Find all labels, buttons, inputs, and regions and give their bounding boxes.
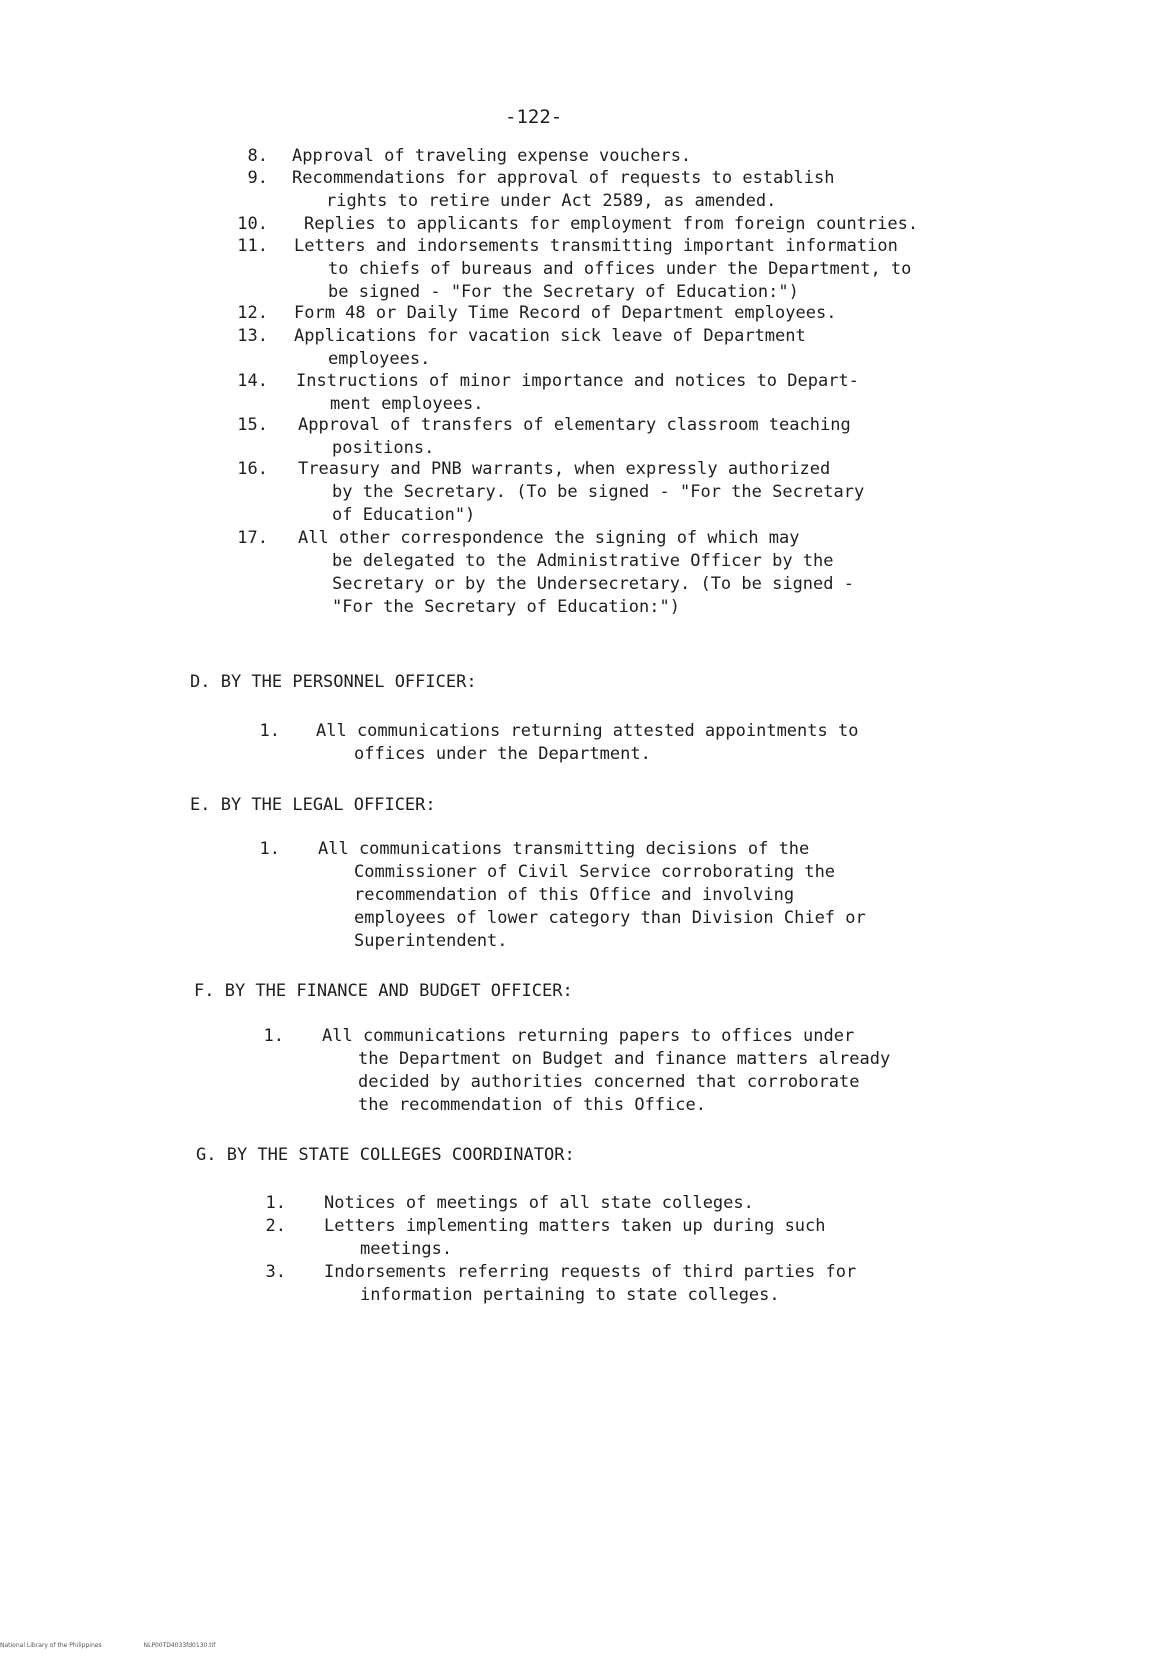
section-heading-d: D. BY THE PERSONNEL OFFICER: [190, 672, 477, 692]
footer-file: NLP00TD4033fd0130.tif [143, 1642, 216, 1649]
item-line: employees. [328, 349, 431, 369]
list-item-16 [237, 458, 865, 527]
item-line: to chiefs of bureaus and offices under the Department, to [328, 259, 912, 279]
item-line: "For the Secretary of Education:") [332, 597, 680, 617]
section-heading-e: E. BY THE LEGAL OFFICER: [190, 795, 436, 815]
item-line: decided by authorities concerned that corroborate [358, 1072, 860, 1092]
item-number: 2. [265, 1216, 286, 1236]
item-number: 12. [237, 303, 268, 323]
item-line: be delegated to the Administrative Officer by the [332, 551, 834, 571]
item-line: All communications returning attested appointments to [316, 721, 859, 741]
item-line: Letters and indorsements transmitting important information [294, 236, 898, 256]
section-d-item-1 [250, 720, 858, 766]
list-item-17 [237, 527, 854, 619]
item-number: 11. [237, 236, 268, 256]
item-line: of Education") [332, 505, 476, 525]
list-item-11 [237, 235, 912, 304]
item-line: Superintendent. [354, 931, 508, 951]
item-line: Notices of meetings of all state colleges. [324, 1193, 754, 1213]
item-number: 13. [237, 326, 268, 346]
list-item-15 [237, 414, 851, 460]
item-line: Secretary or by the Undersecretary. (To be signed - [332, 574, 854, 594]
item-line: the Department on Budget and finance matters already [358, 1049, 891, 1069]
list-item-8 [247, 145, 692, 168]
item-number: 10. [237, 214, 268, 234]
item-line: Approval of transfers of elementary classroom teaching [298, 415, 851, 435]
item-number: 15. [237, 415, 268, 435]
item-line: Applications for vacation sick leave of Department [294, 326, 806, 346]
section-heading-g: G. BY THE STATE COLLEGES COORDINATOR: [196, 1145, 575, 1165]
scan-footer [0, 1642, 255, 1649]
item-number: 8. [247, 146, 268, 166]
list-item-13 [237, 325, 806, 371]
item-line: be signed - "For the Secretary of Education:") [328, 282, 799, 302]
list-item-9 [247, 167, 835, 213]
item-line: by the Secretary. (To be signed - "For the Secretary [332, 482, 865, 502]
item-number: 16. [237, 459, 268, 479]
item-line: Treasury and PNB warrants, when expressly authorized [298, 459, 831, 479]
item-line: All communications returning papers to offices under [322, 1026, 855, 1046]
item-number: 1. [263, 1026, 284, 1046]
item-line: Recommendations for approval of requests to establish [292, 168, 835, 188]
item-line: offices under the Department. [354, 744, 651, 764]
item-line: information pertaining to state colleges. [360, 1285, 780, 1305]
item-line: Letters implementing matters taken up during such [324, 1216, 826, 1236]
item-line: Instructions of minor importance and notices to Depart- [296, 371, 859, 391]
item-number: 1. [259, 839, 280, 859]
section-g-item-1 [256, 1192, 754, 1215]
item-number: 1. [265, 1193, 286, 1213]
list-item-14 [237, 370, 859, 416]
section-e-item-1 [250, 838, 866, 953]
footer-library: National Library of the Philippines [0, 1642, 102, 1649]
item-number: 3. [265, 1262, 286, 1282]
section-g-item-2 [256, 1215, 826, 1261]
item-line: ment employees. [330, 394, 484, 414]
item-line: Form 48 or Daily Time Record of Department employees. [294, 303, 837, 323]
item-line: All other correspondence the signing of which may [298, 528, 800, 548]
item-number: 17. [237, 528, 268, 548]
item-line: Commissioner of Civil Service corroborating the [354, 862, 836, 882]
item-line: Replies to applicants for employment from foreign countries. [304, 214, 919, 234]
item-number: 9. [247, 168, 268, 188]
item-number: 14. [237, 371, 268, 391]
item-line: positions. [332, 438, 435, 458]
list-item-10 [237, 213, 919, 236]
item-line: Approval of traveling expense vouchers. [292, 146, 692, 166]
item-number: 1. [259, 721, 280, 741]
item-line: rights to retire under Act 2589, as amended. [326, 191, 777, 211]
item-line: meetings. [360, 1239, 453, 1259]
page-number: -122- [505, 106, 563, 128]
section-f-item-1 [254, 1025, 890, 1117]
section-heading-f: F. BY THE FINANCE AND BUDGET OFFICER: [194, 981, 573, 1001]
item-line: the recommendation of this Office. [358, 1095, 706, 1115]
item-line: All communications transmitting decisions of the [318, 839, 810, 859]
item-line: recommendation of this Office and involving [354, 885, 795, 905]
section-g-item-3 [256, 1261, 856, 1307]
item-line: Indorsements referring requests of third parties for [324, 1262, 857, 1282]
item-line: employees of lower category than Division Chief or [354, 908, 866, 928]
list-item-12 [237, 302, 837, 325]
